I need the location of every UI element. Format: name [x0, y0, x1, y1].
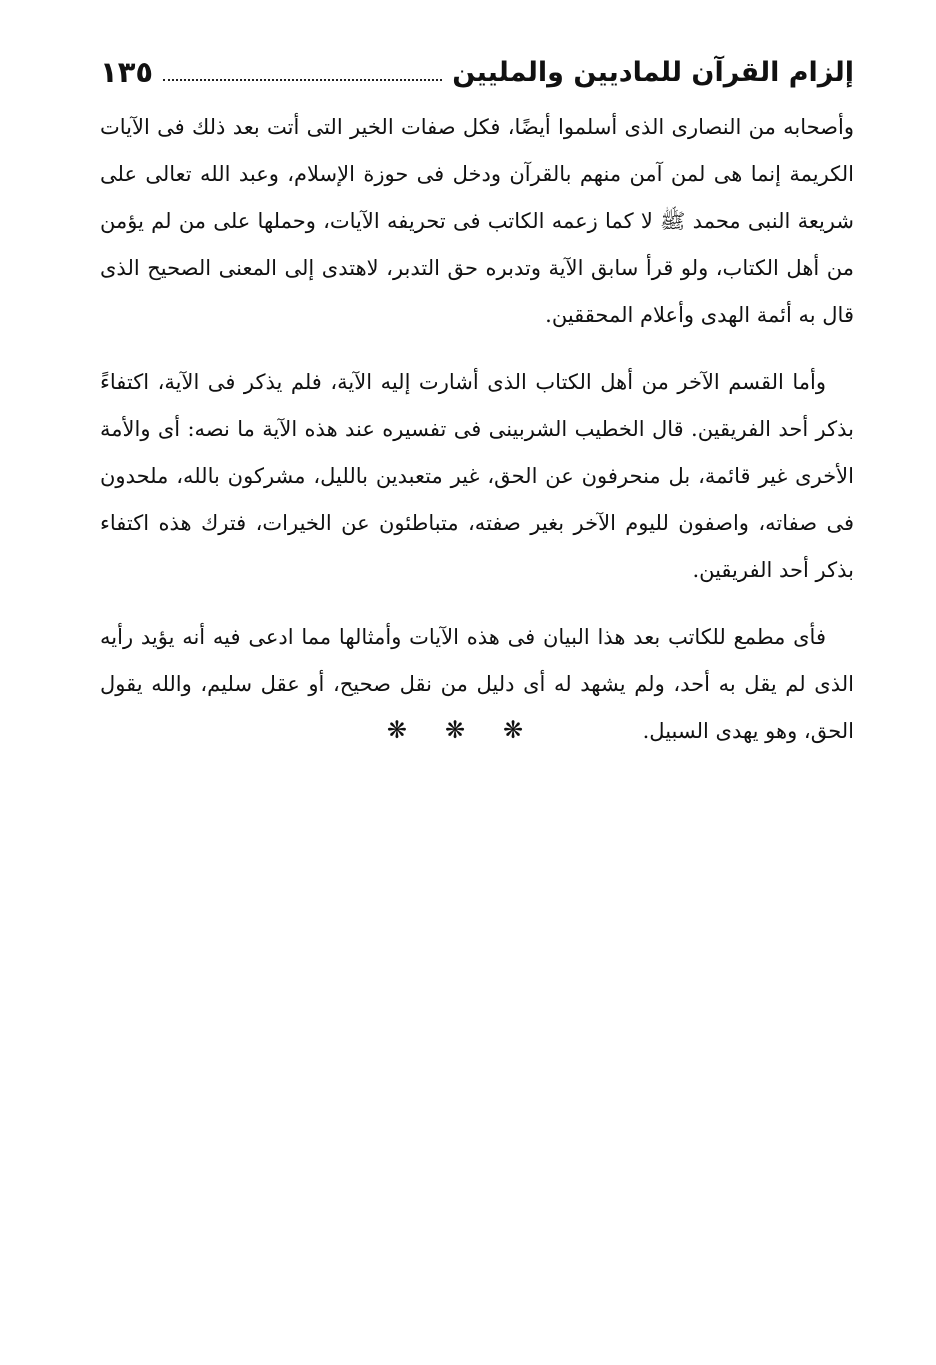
paragraph-3: فأى مطمع للكاتب بعد هذا البيان فى هذه الآيات وأمثالها مما ادعى فيه أنه يؤيد رأيه الذى لم يقل به أحد، ولم يشهد له أى دليل من نقل صحيح، أو عقل سليم، والله يقول الحق، وهو يهدى السبيل.	[100, 625, 854, 743]
paragraph-1: وأصحابه من النصارى الذى أسلموا أيضًا، فكل صفات الخير التى أتت بعد ذلك فى الآيات الكريمة إنما هى لمن آمن منهم بالقرآن ودخل فى حوزة الإسلام، وعبد الله تعالى على شريعة النبى محمد ﷺ لا كما زعمه الكاتب فى تحريفه الآيات، وحملها على من لم يؤمن من أهل الكتاب، ولو قرأ سابق الآية وتدبره حق التدبر، لاهتدى إلى المعنى الصحيح الذى قال به أئمة الهدى وأعلام المحققين.	[100, 115, 854, 327]
asterism-icon: ❋	[503, 716, 550, 744]
page-header	[100, 48, 854, 96]
page-number: ١٣٥	[100, 55, 154, 89]
running-title: إلزام القرآن للماديين والمليين	[452, 56, 854, 88]
header-dot-leader	[163, 77, 442, 81]
section-separator	[0, 716, 936, 744]
asterism-icon: ❋	[444, 716, 492, 744]
paragraph-2: وأما القسم الآخر من أهل الكتاب الذى أشارت إليه الآية، فلم يذكر فى الآية، اكتفاءً بذكر أحد الفريقين. قال الخطيب الشربينى فى تفسيره عند هذه الآية ما نصه: أى والأمة الأخرى غير قائمة، بل منحرفون عن الحق، غير متعبدين بالليل، مشركون بالله، ملحدون فى صفاته، واصفون لليوم الآخر بغير صفته، متباطئون عن الخيرات، فترك هذه اكتفاء بذكر أحد الفريقين.	[100, 370, 854, 582]
body-text	[100, 104, 854, 775]
asterism-icon: ❋	[386, 716, 433, 744]
